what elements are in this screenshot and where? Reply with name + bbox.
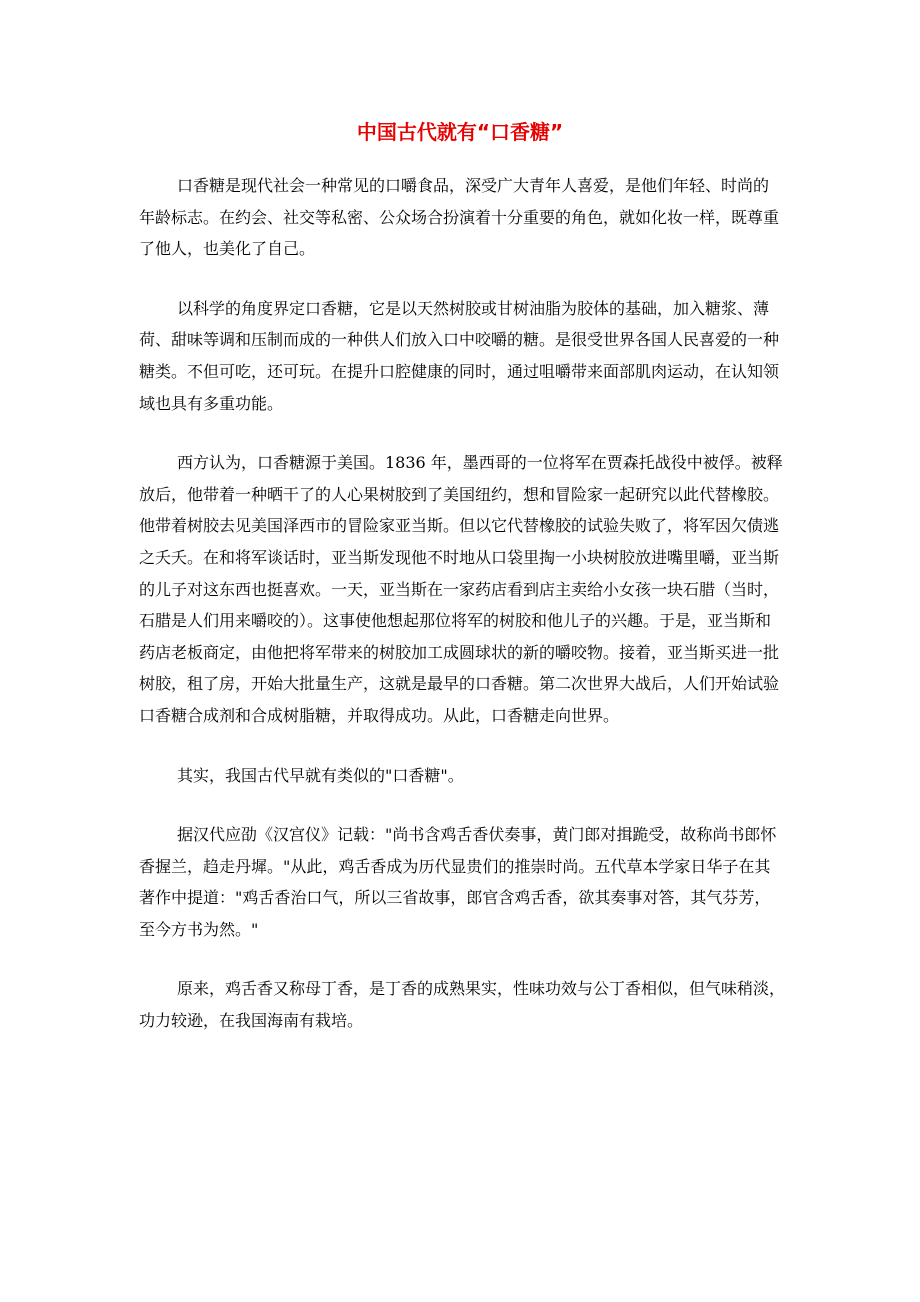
paragraph-line: 树胶，租了房，开始大批量生产，这就是最早的口香糖。第二次世界大战后，人们开始试验: [139, 674, 780, 694]
paragraph-6: [139, 973, 786, 1036]
paragraph-line: 放后，他带着一种晒干了的人心果树胶到了美国纽约，想和冒险家一起研究以此代替橡胶。: [139, 484, 780, 504]
paragraph-5: [139, 819, 781, 945]
paragraph-line: 口香糖合成剂和合成树脂糖，并取得成功。从此，口香糖走向世界。: [139, 705, 620, 725]
paragraph-line: 西方认为，口香糖源于美国。1836 年，墨西哥的一位将军在贾森托战役中被俘。被释: [177, 453, 783, 473]
paragraph-line: 了他人，也美化了自己。: [139, 239, 316, 259]
paragraph-line: 以科学的角度界定口香糖，它是以天然树胶或甘树油脂为胶体的基础，加入糖浆、薄: [177, 298, 770, 318]
paragraph-line: 其实，我国古代早就有类似的"口香糖"。: [177, 765, 464, 785]
paragraph-line: 香握兰，趋走丹墀。"从此，鸡舌香成为历代显贵们的推崇时尚。五代草本学家日华子在其: [139, 856, 771, 876]
paragraph-line: 功力较逊，在我国海南有栽培。: [139, 1011, 364, 1031]
paragraph-line: 域也具有多重功能。: [139, 393, 284, 413]
paragraph-line: 著作中提道："鸡舌香治口气，所以三省故事，郎官含鸡舌香，欲其奏事对答，其气芬芳，: [139, 888, 771, 908]
paragraph-line: 荷、甜味等调和压制而成的一种供人们放入口中咬嚼的糖。是很受世界各国人民喜爱的一种: [139, 330, 780, 350]
paragraph-line: 他带着树胶去见美国泽西市的冒险家亚当斯。但以它代替橡胶的试验失败了，将军因欠债逃: [139, 516, 780, 536]
paragraph-line: 原来，鸡舌香又称母丁香，是丁香的成熟果实，性味功效与公丁香相似，但气味稍淡，: [177, 979, 786, 999]
paragraph-line: 据汉代应劭《汉宫仪》记载："尚书含鸡舌香伏奏事，黄门郎对揖跪受，故称尚书郎怀: [177, 825, 777, 845]
paragraph-2: [139, 293, 781, 419]
paragraph-line: 至今方书为然。": [139, 919, 259, 939]
paragraph-line: 石腊是人们用来嚼咬的）。这事使他想起那位将军的树胶和他儿子的兴趣。于是，亚当斯和: [139, 611, 772, 631]
paragraph-line: 之夭夭。在和将军谈话时，亚当斯发现他不时地从口袋里掏一小块树胶放进嘴里嚼，亚当斯: [139, 547, 780, 567]
paragraph-line: 的儿子对这东西也挺喜欢。一天，亚当斯在一家药店看到店主卖给小女孩一块石腊（当时，: [139, 579, 780, 599]
paragraph-3: [139, 447, 781, 731]
paragraph-line: 年龄标志。在约会、社交等私密、公众场合扮演着十分重要的角色，就如化妆一样，既尊重: [139, 207, 780, 227]
document-title: 中国古代就有“口香糖”: [356, 120, 564, 144]
paragraph-4: [139, 760, 781, 792]
document-body: [139, 170, 786, 1065]
paragraph-1: [139, 170, 781, 265]
paragraph-line: 口香糖是现代社会一种常见的口嚼食品，深受广大青年人喜爱，是他们年轻、时尚的: [177, 176, 770, 195]
paragraph-line: 药店老板商定，由他把将军带来的树胶加工成圆球状的新的嚼咬物。接着，亚当斯买进一批: [139, 642, 780, 662]
paragraph-line: 糖类。不但可吃，还可玩。在提升口腔健康的同时，通过咀嚼带来面部肌肉运动，在认知领: [139, 361, 780, 381]
